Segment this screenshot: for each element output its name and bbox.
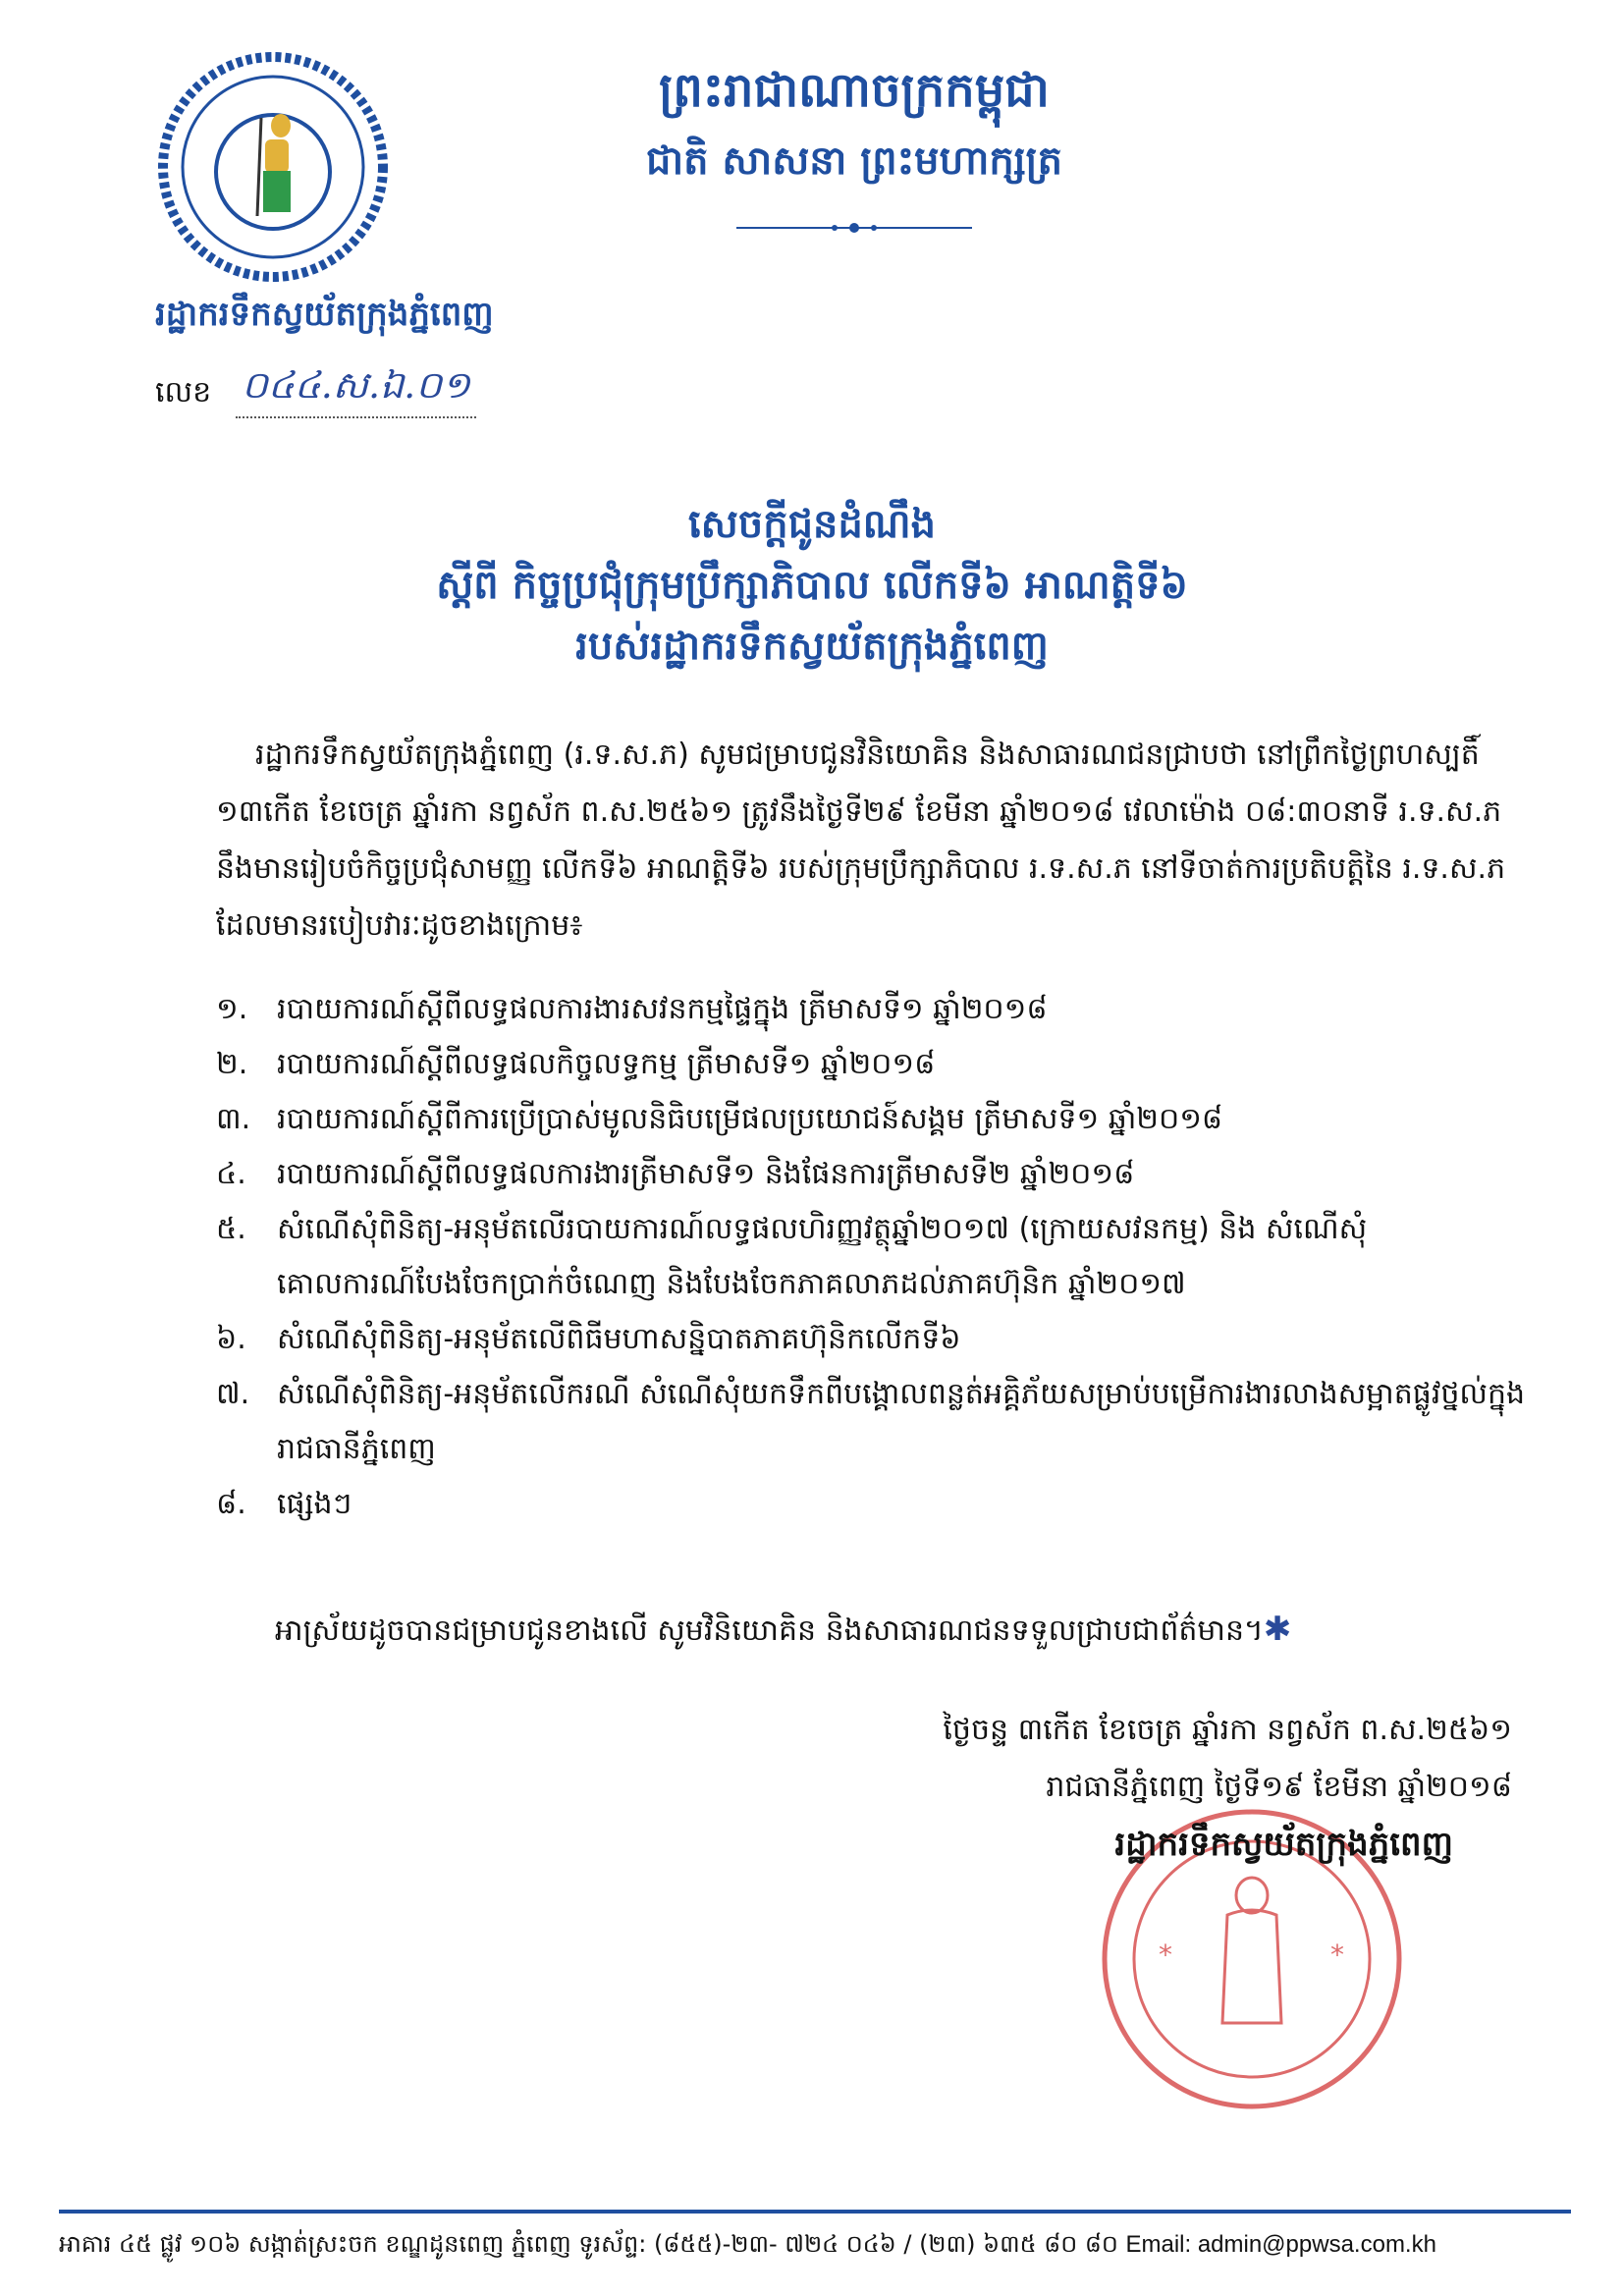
list-item-number: ១. xyxy=(216,992,248,1026)
list-item xyxy=(216,1367,1542,1477)
list-item-text: សំណើសុំពិនិត្យ-អនុម័តលើរបាយការណ៍លទ្ធផលហិរញ្ញវត្ថុឆ្នាំ២០១៧ (ក្រោយសវនកម្ម) និង សំណើសុំគោលការណ៍បែងចែកប្រាក់ចំណេញ និងបែងចែកភាគលាភដល់ភាគហ៊ុនិក ឆ្នាំ២០១៧ xyxy=(277,1212,1368,1301)
footer xyxy=(59,2229,1571,2264)
national-motto: ជាតិ សាសនា ព្រះមហាក្សត្រ xyxy=(646,138,1062,184)
list-item-text: របាយការណ៍ស្តីពីការប្រើប្រាស់មូលនិធិបម្រើផលប្រយោជន៍សង្គម ត្រីមាសទី១ ឆ្នាំ២០១៨ xyxy=(277,1102,1223,1136)
footer-address: អាគារ ៤៥ ផ្លូវ ១០៦ សង្កាត់ស្រះចក ខណ្ឌដូនពេញ ភ្នំពេញ ទូរស័ព្ទ: (៨៥៥)-២៣- ៧២៤ ០៤៦ / (២៣) ៦៣៥ ៨០ ៨០ xyxy=(59,2230,1118,2258)
list-item-number: ៤. xyxy=(216,1157,246,1191)
reference-label: លេខ xyxy=(155,375,212,410)
svg-text:*: * xyxy=(1330,1939,1344,1971)
list-item-text: សំណើសុំពិនិត្យ-អនុម័តលើពិធីមហាសន្និបាតភាគហ៊ុនិកលើកទី៦ xyxy=(277,1322,961,1356)
reference-number: ០៤៤.ស.ឯ.០១ xyxy=(236,361,476,418)
list-item xyxy=(216,982,1542,1037)
footer-email: Email: admin@ppwsa.com.kh xyxy=(1125,2231,1436,2258)
list-item xyxy=(216,1202,1542,1312)
list-item-number: ៣. xyxy=(216,1102,251,1136)
list-item-number: ៨. xyxy=(216,1487,246,1521)
handwritten-mark-icon: ✱ xyxy=(1263,1610,1292,1649)
list-item-text: សំណើសុំពិនិត្យ-អនុម័តលើករណី សំណើសុំយកទឹកពីបង្គោលពន្លត់អគ្គិភ័យសម្រាប់បម្រើការងារលាងសម្អាតផ្លូវថ្នល់ក្នុងរាជធានីភ្នំពេញ xyxy=(277,1377,1526,1466)
date-lunar: ថ្ងៃចន្ទ ៣កើត ខែចេត្រ ឆ្នាំរកា នព្វស័ក ព.ស.២៥៦១ xyxy=(943,1713,1512,1747)
list-item xyxy=(216,1092,1542,1147)
agenda-list xyxy=(216,982,1542,1532)
ornament-divider xyxy=(736,221,972,235)
svg-text:*: * xyxy=(1159,1939,1172,1971)
signatory-organization: រដ្ឋាករទឹកស្វយ័តក្រុងភ្នំពេញ xyxy=(1114,1825,1453,1864)
intro-paragraph: រដ្ឋាករទឹកស្វយ័តក្រុងភ្នំពេញ (រ.ទ.ស.ភ) សូមជម្រាបជូនវិនិយោគិន និងសាធារណជនជ្រាបថា នៅព្រឹកថ្ងៃព្រហស្បតិ៍ ១៣កើត ខែចេត្រ ឆ្នាំរកា នព្វស័ក ព.ស.២៥៦១ ត្រូវនឹងថ្ងៃទី២៩ ខែមីនា ឆ្នាំ២០១៨ វេលាម៉ោង ០៨:៣០នាទី រ.ទ.ស.ភ នឹងមានរៀបចំកិច្ចប្រជុំសាមញ្ញ លើកទី៦ អាណត្តិទី៦ របស់ក្រុមប្រឹក្សាភិបាល រ.ទ.ស.ភ នៅទីចាត់ការប្រតិបត្តិនៃ រ.ទ.ស.ភ ដែលមានរបៀបវារៈដូចខាងក្រោម៖ xyxy=(216,738,1506,943)
footer-divider xyxy=(59,2210,1571,2214)
list-item-text: របាយការណ៍ស្តីពីលទ្ធផលការងារត្រីមាសទី១ និងផែនការត្រីមាសទី២ ឆ្នាំ២០១៨ xyxy=(277,1157,1135,1191)
list-item-number: ២. xyxy=(216,1047,248,1081)
list-item xyxy=(216,1477,1542,1532)
ppwsa-logo xyxy=(155,49,391,285)
list-item-number: ៧. xyxy=(216,1377,250,1411)
list-item xyxy=(216,1037,1542,1092)
list-item-number: ៦. xyxy=(216,1322,246,1356)
list-item-number: ៥. xyxy=(216,1212,246,1246)
kingdom-heading: ព្រះរាជាណាចក្រកម្ពុជា xyxy=(659,63,1050,118)
notice-subject-org: របស់រដ្ឋាករទឹកស្វយ័តក្រុងភ្នំពេញ xyxy=(575,624,1049,669)
list-item xyxy=(216,1147,1542,1202)
list-item-text: ផ្សេងៗ xyxy=(277,1487,352,1521)
notice-subject: ស្តីពី កិច្ចប្រជុំក្រុមប្រឹក្សាភិបាល លើកទី៦ អាណត្តិទី៦ xyxy=(436,563,1188,608)
list-item-text: របាយការណ៍ស្តីពីលទ្ធផលកិច្ចលទ្ធកម្ម ត្រីមាសទី១ ឆ្នាំ២០១៨ xyxy=(277,1047,936,1081)
organization-name: រដ្ឋាករទឹកស្វយ័តក្រុងភ្នំពេញ xyxy=(155,295,494,334)
list-item-text: របាយការណ៍ស្តីពីលទ្ធផលការងារសវនកម្មផ្ទៃក្នុង ត្រីមាសទី១ ឆ្នាំ២០១៨ xyxy=(277,992,1048,1026)
closing-text: អាស្រ័យដូចបានជម្រាបជូនខាងលើ សូមវិនិយោគិន និងសាធារណជនទទួលជ្រាបជាព័ត៌មាន។ xyxy=(275,1613,1264,1648)
notice-title: សេចក្តីជូនដំណឹង xyxy=(688,502,936,547)
date-solar: រាជធានីភ្នំពេញ ថ្ងៃទី១៩ ខែមីនា ឆ្នាំ២០១៨ xyxy=(1046,1770,1512,1804)
closing-paragraph xyxy=(275,1601,1551,1660)
list-item xyxy=(216,1312,1542,1367)
